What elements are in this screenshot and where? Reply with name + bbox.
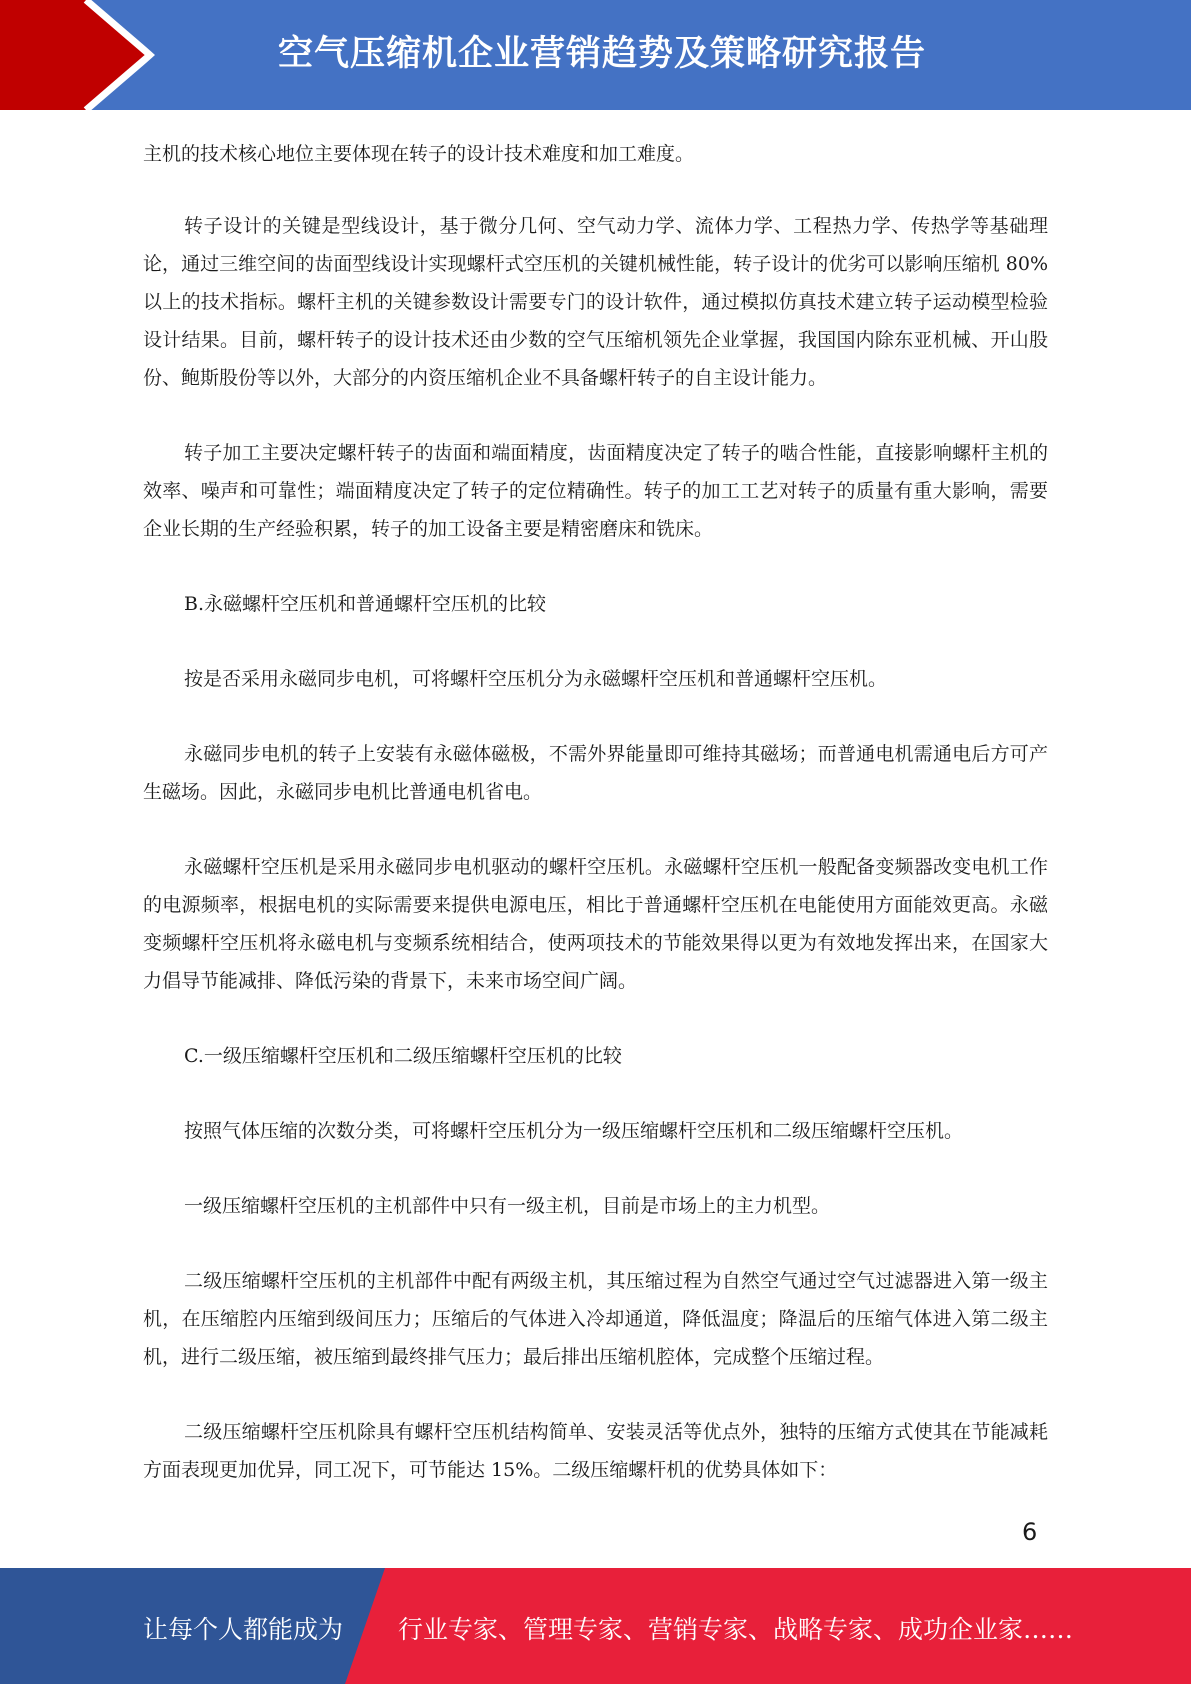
paragraph: 主机的技术核心地位主要体现在转子的设计技术难度和加工难度。	[143, 143, 695, 165]
paragraph: 转子加工主要决定螺杆转子的齿面和端面精度，齿面精度决定了转子的啮合性能，直接影响螺杆主机的效率、噪声和可靠性；端面精度决定了转子的定位精确性。转子的加工工艺对转子的质量有重大影响，需要企业长期的生产经验积累，转子的加工设备主要是精密磨床和铣床。	[143, 442, 1048, 540]
paragraph: 转子设计的关键是型线设计，基于微分几何、空气动力学、流体力学、工程热力学、传热学等基础理论，通过三维空间的齿面型线设计实现螺杆式空压机的关键机械性能，转子设计的优劣可以影响压缩机 80%以上的技术指标。螺杆主机的关键参数设计需要专门的设计软件，通过模拟仿真技术建立转子运动模型检验设计结果。目前，螺杆转子的设计技术还由少数的空气压缩机领先企业掌握，我国国内除东亚机械、开山股份、鲍斯股份等以外，大部分的内资压缩机企业不具备螺杆转子的自主设计能力。	[143, 215, 1048, 389]
paragraph: 一级压缩螺杆空压机的主机部件中只有一级主机，目前是市场上的主力机型。	[184, 1195, 831, 1217]
paragraph: 永磁同步电机的转子上安装有永磁体磁极，不需外界能量即可维持其磁场；而普通电机需通电后方可产生磁场。因此，永磁同步电机比普通电机省电。	[143, 743, 1048, 803]
paragraph: 二级压缩螺杆空压机的主机部件中配有两级主机，其压缩过程为自然空气通过空气过滤器进入第一级主机，在压缩腔内压缩到级间压力；压缩后的气体进入冷却通道，降低温度；降温后的压缩气体进入第二级主机，进行二级压缩，被压缩到最终排气压力；最后排出压缩机腔体，完成整个压缩过程。	[143, 1270, 1048, 1368]
report-title: 空气压缩机企业营销趋势及策略研究报告	[278, 34, 927, 74]
footer-slogan-right: 行业专家、管理专家、营销专家、战略专家、成功企业家……	[398, 1615, 1074, 1644]
paragraph: 二级压缩螺杆空压机除具有螺杆空压机结构简单、安装灵活等优点外，独特的压缩方式使其在节能减耗方面表现更加优异，同工况下，可节能达 15%。二级压缩螺杆机的优势具体如下：	[143, 1421, 1048, 1481]
footer-slogan-left: 让每个人都能成为	[143, 1615, 344, 1644]
page-number: 6	[1022, 1518, 1038, 1546]
section-heading-b: B.永磁螺杆空压机和普通螺杆空压机的比较	[184, 593, 547, 615]
paragraph: 永磁螺杆空压机是采用永磁同步电机驱动的螺杆空压机。永磁螺杆空压机一般配备变频器改变电机工作的电源频率，根据电机的实际需要来提供电源电压，相比于普通螺杆空压机在电能使用方面能效更高。永磁变频螺杆空压机将永磁电机与变频系统相结合，使两项技术的节能效果得以更为有效地发挥出来，在国家大力倡导节能减排、降低污染的背景下，未来市场空间广阔。	[143, 856, 1048, 992]
document-body	[143, 135, 1048, 1526]
paragraph: 按照气体压缩的次数分类，可将螺杆空压机分为一级压缩螺杆空压机和二级压缩螺杆空压机。	[184, 1120, 964, 1142]
paragraph: 按是否采用永磁同步电机，可将螺杆空压机分为永磁螺杆空压机和普通螺杆空压机。	[184, 668, 888, 690]
page-header	[0, 0, 1191, 110]
header-chevron-decoration	[0, 0, 160, 110]
section-heading-c: C.一级压缩螺杆空压机和二级压缩螺杆空压机的比较	[184, 1045, 622, 1067]
page-footer	[0, 1568, 1191, 1684]
